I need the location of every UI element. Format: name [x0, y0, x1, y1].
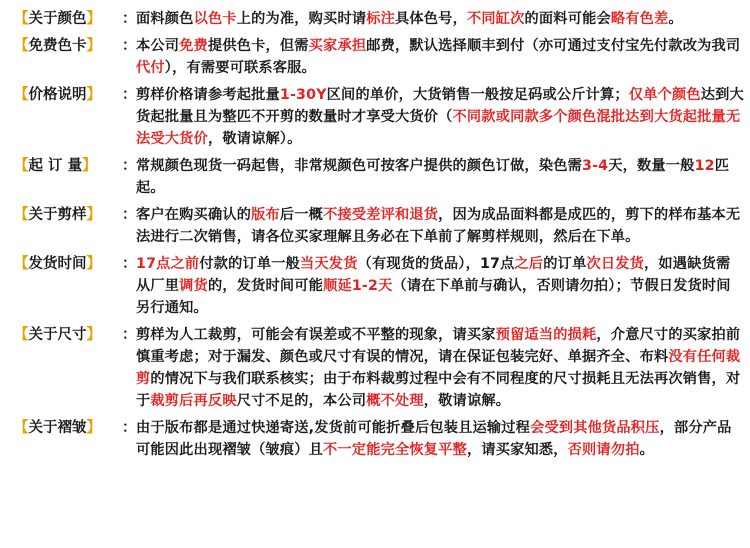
- text-segment: 。: [668, 11, 683, 27]
- highlighted-text: 概不处理: [366, 393, 424, 409]
- notice-row: [14, 84, 744, 150]
- notice-label: [14, 155, 122, 177]
- text-segment: 具体色号，: [395, 11, 467, 27]
- text-segment: 常规颜色现货一码起售，非常规颜色可按客户提供的颜色订做，染色需: [136, 158, 583, 174]
- label-colon: ：: [122, 87, 137, 103]
- label-text: 关于剪样: [28, 207, 87, 223]
- highlighted-text: 版布: [251, 207, 280, 223]
- label-bracket-open: 【: [14, 256, 29, 272]
- highlighted-text: 12: [694, 158, 715, 174]
- highlighted-text: 1-30Y: [279, 87, 327, 103]
- text-segment: 客户在购买确认的: [136, 207, 252, 223]
- notice-row: [14, 253, 744, 319]
- text-segment: 上的为准，购买时请: [236, 11, 367, 27]
- notice-row: [14, 204, 744, 248]
- text-segment: 尺寸不足的，本公司: [236, 393, 367, 409]
- label-colon: ：: [122, 420, 137, 436]
- highlighted-text: 否则请勿拍: [567, 442, 640, 458]
- label-text: 起 订 量: [28, 158, 83, 174]
- label-colon: ：: [122, 327, 137, 343]
- text-segment: 剪样为人工裁剪，可能会有误差或不平整的现象，请买家: [136, 327, 496, 343]
- highlighted-text: 17点之前: [136, 256, 200, 272]
- label-bracket-close: 】: [86, 256, 101, 272]
- text-segment: ，介意尺寸的买家拍前慎重考虑；对于漏发、颜色或尺寸有误的情况，请在保证包装完好、单据齐全、布料: [136, 327, 741, 365]
- label-text: 发货时间: [28, 256, 87, 272]
- text-segment: 付款的订单一般: [199, 256, 301, 272]
- highlighted-text: 仅单个颜色: [628, 87, 701, 103]
- notice-row: [14, 8, 744, 30]
- text-segment: ，敬请谅解）。: [207, 131, 302, 147]
- text-segment: ），有需要可联系客服。: [164, 60, 316, 76]
- label-colon: ：: [122, 207, 137, 223]
- highlighted-text: 之后: [514, 256, 544, 272]
- highlighted-text: 调货: [179, 278, 208, 294]
- text-segment: ，如遇缺货需从厂里: [136, 256, 731, 294]
- label-bracket-close: 】: [86, 207, 101, 223]
- highlighted-text: 不接受差评和退货: [323, 207, 439, 223]
- label-bracket-open: 【: [14, 38, 29, 54]
- notice-text: [136, 35, 744, 79]
- notice-label: [14, 204, 122, 226]
- text-segment: 剪样价格请参考起批量: [136, 87, 280, 103]
- highlighted-text: 买家承担: [308, 38, 367, 54]
- text-segment: 的，发货时间可能: [207, 278, 324, 294]
- highlighted-text: 略有色差: [610, 11, 669, 27]
- label-bracket-open: 【: [14, 327, 29, 343]
- text-segment: 匹起。: [136, 158, 730, 196]
- highlighted-text: 当天发货: [300, 256, 358, 272]
- notice-row: [14, 417, 744, 461]
- notice-text: [136, 84, 744, 150]
- text-segment: 区间的单价，大货销售一般按足码或公斤计算；: [326, 87, 629, 103]
- notice-label: [14, 417, 122, 439]
- text-segment: 本公司: [136, 38, 180, 54]
- text-segment: 的情况下与我们联系核实；由于布料裁剪过程中会有不同程度的尺寸损耗且无法再次销售，对于: [136, 371, 741, 409]
- highlighted-text: 顺延1-2天: [323, 278, 393, 294]
- text-segment: ，敬请谅解。: [423, 393, 511, 409]
- text-segment: 面料颜色: [136, 11, 194, 27]
- highlighted-text: 不一定能完全恢复平整: [323, 442, 467, 458]
- label-colon: ：: [122, 256, 137, 272]
- highlighted-text: 代付: [136, 60, 165, 76]
- notice-row: [14, 155, 744, 199]
- label-text: 关于褶皱: [28, 420, 87, 436]
- text-segment: 。: [639, 442, 654, 458]
- text-segment: ，请买家知悉，: [466, 442, 568, 458]
- label-colon: ：: [122, 38, 137, 54]
- notice-label: [14, 8, 122, 30]
- label-text: 关于颜色: [28, 11, 87, 27]
- highlighted-text: 裁剪后再反映: [150, 393, 237, 409]
- highlighted-text: 免费: [179, 38, 208, 54]
- highlighted-text: 不同缸次: [466, 11, 525, 27]
- notice-text: [136, 155, 744, 199]
- label-bracket-close: 】: [86, 420, 101, 436]
- label-text: 免费色卡: [28, 38, 87, 54]
- text-segment: 天，数量一般: [608, 158, 695, 174]
- label-bracket-open: 【: [14, 420, 29, 436]
- highlighted-text: 预留适当的损耗: [495, 327, 597, 343]
- highlighted-text: 次日发货: [586, 256, 645, 272]
- highlighted-text: 不同款或同款多个颜色混批达到大货起批量无法受大货价: [136, 109, 741, 147]
- label-bracket-close: 】: [86, 11, 101, 27]
- notice-text: [136, 417, 744, 461]
- notice-row: [14, 35, 744, 79]
- label-bracket-close: 】: [86, 38, 101, 54]
- notice-label: [14, 35, 122, 57]
- text-segment: 提供色卡，但需: [207, 38, 309, 54]
- text-segment: 由于版布都是通过快递寄送,发货前可能折叠后包装且运输过程: [136, 420, 531, 436]
- highlighted-text: 没有任何裁剪: [136, 349, 741, 387]
- highlighted-text: 3-4: [582, 158, 609, 174]
- label-bracket-close: 】: [82, 158, 97, 174]
- label-bracket-open: 【: [14, 207, 29, 223]
- label-bracket-close: 】: [86, 327, 101, 343]
- notice-label: [14, 253, 122, 275]
- text-segment: 邮费，默认选择顺丰到付（亦可通过支付宝先付款改为我司: [366, 38, 741, 54]
- notice-text: [136, 204, 744, 248]
- label-bracket-open: 【: [14, 87, 29, 103]
- label-colon: ：: [122, 11, 137, 27]
- label-colon: ：: [122, 158, 137, 174]
- label-text: 关于尺寸: [28, 327, 87, 343]
- text-segment: （请在下单前与确认，否则请勿拍）；节假日发货时间另行通知。: [136, 278, 731, 316]
- highlighted-text: 标注: [366, 11, 396, 27]
- text-segment: 的面料可能会: [524, 11, 611, 27]
- highlighted-text: 会受到其他货品积压: [530, 420, 660, 436]
- text-segment: 的订单: [543, 256, 587, 272]
- label-text: 价格说明: [28, 87, 87, 103]
- notice-label: [14, 324, 122, 346]
- notice-text: [136, 324, 744, 412]
- label-bracket-close: 】: [86, 87, 101, 103]
- text-segment: （有现货的货品），17点: [357, 256, 515, 272]
- text-segment: ，部分产品可能因此出现褶皱（皱痕）且: [136, 420, 732, 458]
- highlighted-text: 以色卡: [193, 11, 237, 27]
- text-segment: ，因为成品面料都是成匹的，剪下的样布基本无法进行二次销售，请各位买家理解且务必在下单前了解剪样规则，然后在下单。: [136, 207, 741, 245]
- label-bracket-open: 【: [14, 11, 29, 27]
- label-bracket-open: 【: [14, 158, 29, 174]
- notice-row: [14, 324, 744, 412]
- notice-label: [14, 84, 122, 106]
- notice-text: [136, 8, 744, 30]
- notice-text: [136, 253, 744, 319]
- text-segment: 达到大货起批量且为整匹不开剪的数量时才享受大货价（: [136, 87, 744, 125]
- text-segment: 后一概: [279, 207, 324, 223]
